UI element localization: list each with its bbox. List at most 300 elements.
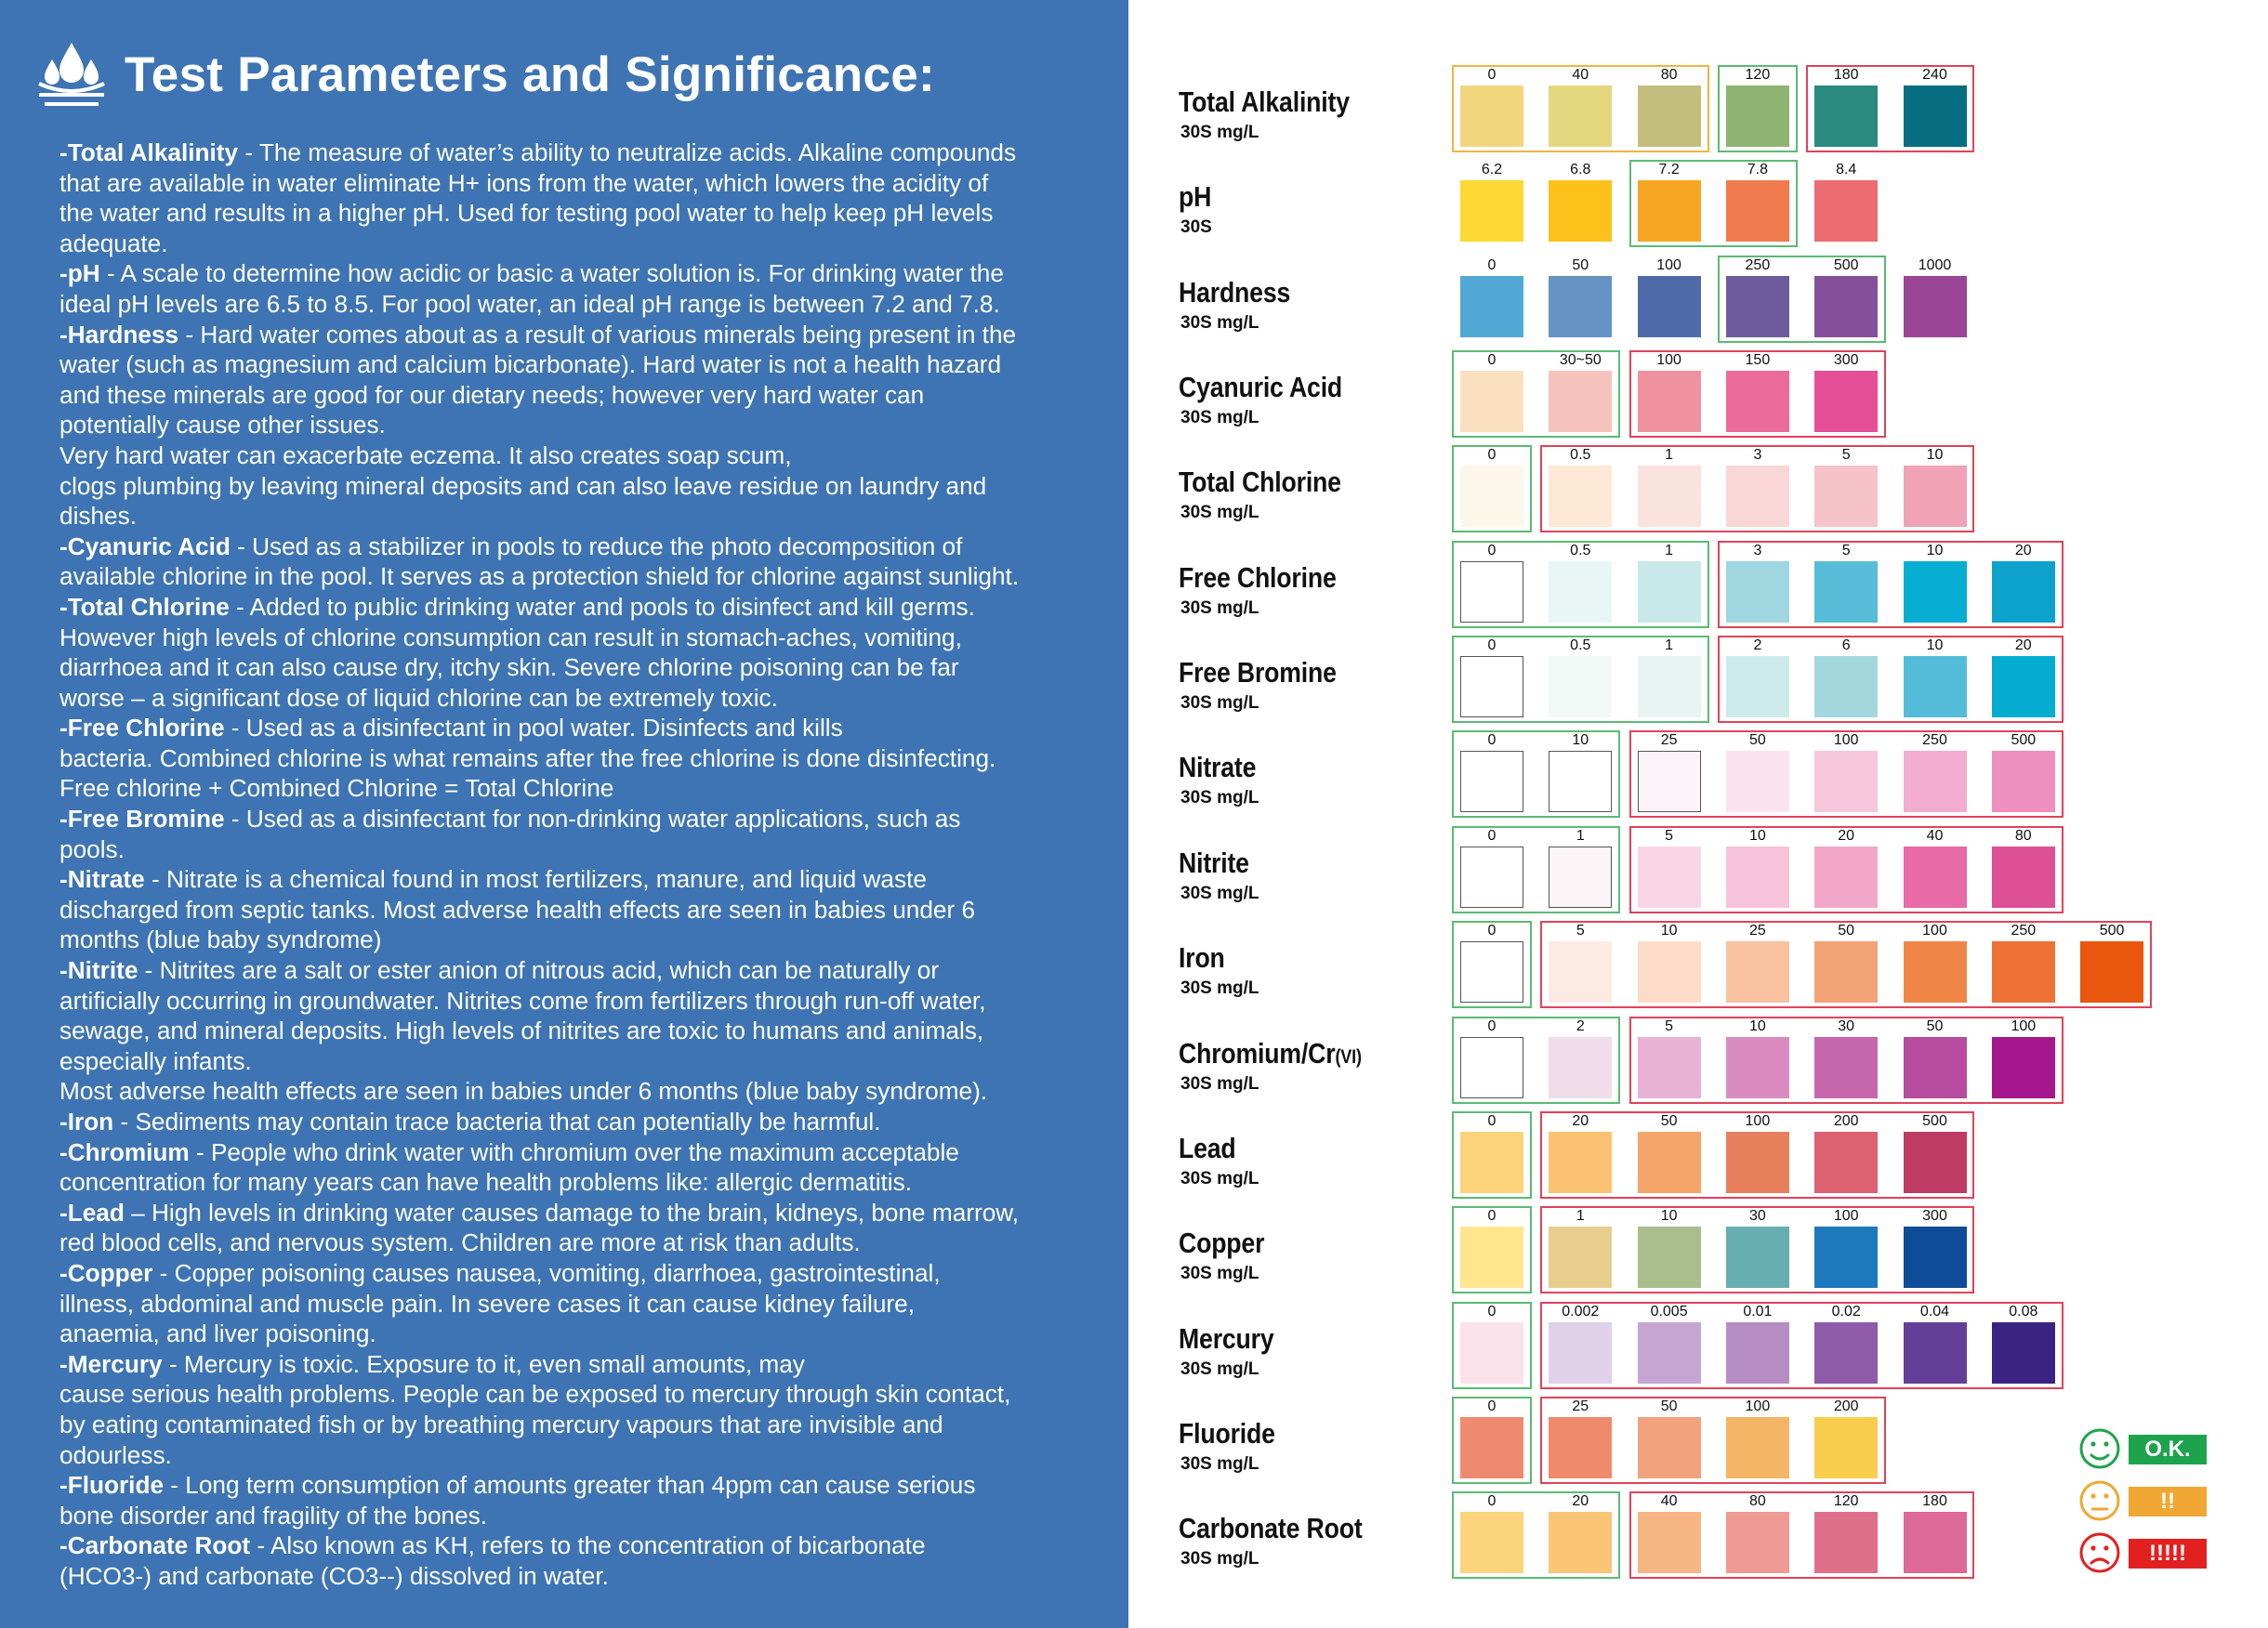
color-swatch [1904,1132,1967,1193]
description-sentence: - Sediments may contain trace bacteria that can potentially be harmful. [113,1108,881,1136]
color-swatch [1904,561,1967,623]
parameter-name [1179,1322,1274,1356]
description-line [59,258,1082,289]
smile-face-icon [2078,1427,2121,1470]
description-line [59,895,1082,926]
color-swatch [1549,1417,1612,1478]
color-swatch [1726,1132,1789,1193]
description-line [59,1107,1082,1137]
parameter-term: -Total Chlorine [59,592,230,621]
description-sentence: concentration for many years can have health problems like: allergic dermatitis. [59,1168,912,1197]
color-swatch [1814,941,1878,1003]
description-line [59,1501,1082,1531]
swatch-value-label: 50 [1838,923,1855,939]
description-line [59,955,1082,986]
swatch-value-label: 100 [1922,923,1947,939]
color-swatch [1460,1132,1523,1193]
parameter-unit: 30S [1180,217,1212,238]
color-swatch [1814,1512,1878,1573]
description-sentence: - People who drink water with chromium over the maximum acceptable [189,1137,959,1166]
description-line [59,773,1082,804]
description-line [59,1046,1082,1077]
swatch-value-label: 100 [1745,1112,1771,1129]
color-swatch [1460,466,1523,527]
parameter-name-text: Free Chlorine [1179,560,1337,594]
color-swatch [1726,1037,1789,1098]
description-line [59,1016,1082,1046]
description-line [59,349,1082,380]
swatch-value-label: 0.002 [1562,1303,1600,1319]
color-swatch [1460,180,1523,242]
description-sentence: artificially occurring in groundwater. Nitrites come from fertilizers through run-off water, [59,986,986,1015]
color-swatch [1549,656,1612,717]
swatch-value-label: 25 [1748,923,1766,939]
swatch-value-label: 0.01 [1743,1303,1773,1319]
color-swatch [1460,751,1523,812]
swatch-value-label: 250 [1922,732,1947,749]
parameter-unit: 30S mg/L [1180,1073,1259,1094]
description-line [59,138,1082,168]
description-sentence: diarrhoea and it can also cause dry, itchy skin. Severe chlorine poisoning can be far [59,653,959,682]
swatch-value-label: 10 [1926,542,1944,558]
parameter-name [1179,751,1256,784]
parameter-name-text: Hardness [1179,275,1291,309]
swatch-value-label: 0.005 [1650,1303,1688,1319]
color-swatch [1726,180,1789,242]
description-line [59,1258,1082,1289]
parameter-term: -Mercury [59,1349,163,1378]
parameter-name [1179,1037,1362,1070]
swatch-value-label: 10 [1748,827,1766,844]
color-swatch [1549,466,1612,527]
parameter-row [1128,63,2268,152]
swatch-value-label: 0 [1487,827,1497,844]
neutral-face-icon [2078,1479,2121,1522]
color-swatch [1814,656,1878,717]
parameter-unit: 30S mg/L [1180,312,1259,333]
description-line [59,713,1082,743]
description-line [59,804,1082,834]
description-sentence: that are available in water eliminate H+ ions from the water, which lowers the acidity of [59,168,989,197]
parameter-name-text: Free Bromine [1179,656,1337,689]
parameter-term: -Iron [59,1108,114,1136]
color-swatch [1460,85,1523,147]
color-swatch [1460,1417,1523,1478]
parameter-term: -Lead [59,1198,125,1227]
parameter-row [1128,1015,2268,1104]
color-swatch [1638,1132,1701,1193]
swatch-value-label: 0 [1487,923,1497,939]
swatch-value-label: 10 [1748,1018,1766,1034]
swatch-value-label: 10 [1660,923,1678,939]
description-sentence: - Added to public drinking water and pools to disinfect and kill germs. [229,592,975,621]
description-line [59,410,1082,440]
swatch-value-label: 1 [1576,1208,1585,1225]
swatch-value-label: 20 [1572,1493,1589,1510]
description-line [59,1319,1082,1349]
parameter-name-text: Mercury [1179,1321,1274,1355]
swatch-value-label: 1 [1665,637,1674,654]
description-line [59,743,1082,774]
color-swatch [1460,941,1523,1003]
description-sentence: pools. [59,834,125,863]
swatch-value-label: 0.04 [1919,1303,1950,1319]
swatch-value-label: 80 [2014,827,2032,844]
legend-item [2078,1531,2227,1574]
color-swatch [1726,1227,1789,1288]
description-sentence: water (such as magnesium and calcium bicarbonate). Hard water is not a health hazard [59,350,1002,379]
color-swatch [1638,1227,1701,1288]
color-swatch [1814,180,1878,242]
description-sentence: - Used as a disinfectant for non-drinking water applications, such as [224,805,961,834]
color-swatch [1726,276,1789,337]
parameter-unit: 30S mg/L [1180,1549,1259,1569]
swatch-value-label: 80 [1660,67,1678,83]
color-swatch [1904,1512,1967,1573]
description-line [59,1076,1082,1107]
description-line [59,1470,1082,1501]
swatch-value-label: 250 [1745,256,1771,273]
legend-label: !! [2129,1487,2207,1516]
color-swatch [1726,656,1789,717]
parameter-name-text: Fluoride [1179,1416,1275,1450]
description-sentence: – High levels in drinking water causes damage to the brain, kidneys, bone marrow, [124,1198,1020,1227]
color-swatch [1549,1512,1612,1573]
color-swatch [1992,941,2055,1003]
parameter-name-text: Nitrite [1179,846,1249,879]
swatch-value-label: 6.2 [1481,162,1503,178]
color-swatch [1814,847,1878,908]
description-line [59,623,1082,653]
parameter-term: -Chromium [59,1137,190,1166]
swatch-value-label: 5 [1576,923,1585,939]
description-sentence: illness, abdominal and muscle pain. In severe cases it can cause kidney failure, [59,1289,915,1318]
color-swatch [1638,751,1701,812]
swatch-value-label: 20 [2014,542,2032,558]
parameter-row [1128,443,2268,532]
swatch-value-label: 2 [1753,637,1762,654]
swatch-value-label: 100 [1833,1208,1859,1225]
description-text [59,138,1082,1592]
color-swatch [1549,85,1612,147]
color-swatch [1992,751,2055,812]
color-swatch [1638,85,1701,147]
parameter-row [1128,919,2268,1008]
swatch-value-label: 40 [1660,1493,1678,1510]
description-line [59,1167,1082,1198]
swatch-value-label: 20 [1572,1112,1589,1129]
color-swatch [1814,1132,1878,1193]
description-line [59,834,1082,865]
color-swatch [1904,751,1967,812]
parameter-unit: 30S mg/L [1180,1168,1259,1188]
description-sentence: available chlorine in the pool. It serves as a protection shield for chlorine against sunlight. [59,562,1020,591]
description-sentence: red blood cells, and nervous system. Children are more at risk than adults. [59,1228,861,1257]
description-line [59,1379,1082,1410]
swatch-value-label: 7.8 [1747,162,1769,178]
description-sentence: adequate. [59,229,168,257]
color-swatch [1814,1322,1878,1384]
description-sentence: - Used as a stabilizer in pools to reduce the photo decomposition of [230,532,963,560]
description-sentence: cause serious health problems. People can be exposed to mercury through skin contact, [59,1380,1011,1409]
description-sentence: the water and results in a higher pH. Used for testing pool water to help keep pH levels [59,199,994,228]
swatch-value-label: 3 [1753,542,1762,558]
description-line [59,1228,1082,1258]
swatch-value-label: 0 [1487,352,1497,369]
swatch-value-label: 80 [1748,1493,1766,1510]
color-swatch [1814,751,1878,812]
swatch-value-label: 150 [1745,352,1771,369]
swatch-value-label: 0 [1487,732,1497,749]
parameter-name-suffix: (VI) [1335,1045,1362,1068]
swatch-value-label: 500 [1833,256,1859,273]
parameter-term: -Nitrate [59,865,145,894]
parameter-row [1128,634,2268,723]
swatch-value-label: 500 [1922,1112,1947,1129]
color-swatch [1904,1322,1967,1384]
swatch-value-label: 180 [1922,1493,1947,1510]
color-swatch [1726,847,1789,908]
color-swatch [1726,1322,1789,1384]
color-swatch [1814,1417,1878,1478]
color-swatch [1638,466,1701,527]
description-line [59,652,1082,683]
page-title: Test Parameters and Significance: [125,46,935,102]
parameter-name-text: Total Alkalinity [1179,85,1350,118]
swatch-value-label: 0 [1487,1398,1497,1414]
color-swatch [1814,1037,1878,1098]
parameter-term: -Carbonate Root [59,1531,251,1560]
swatch-value-label: 500 [2011,732,2037,749]
color-swatch [2080,941,2143,1003]
color-swatch [1814,1227,1878,1288]
parameter-unit: 30S mg/L [1180,123,1259,142]
parameter-unit: 30S mg/L [1180,1264,1259,1284]
color-swatch [1638,1512,1701,1573]
color-swatch [1460,371,1523,432]
color-swatch [1549,847,1612,908]
description-line [59,925,1082,955]
color-swatch [1638,561,1701,623]
color-swatch [1992,1322,2055,1384]
parameter-unit: 30S mg/L [1180,1359,1259,1379]
color-swatch [1904,85,1967,147]
swatch-value-label: 10 [1926,637,1944,654]
description-panel [0,0,1128,1628]
description-sentence: - A scale to determine how acidic or basic a water solution is. For drinking water the [99,259,1004,288]
swatch-value-label: 100 [1656,352,1681,369]
parameter-name [1179,276,1290,309]
description-sentence: ideal pH levels are 6.5 to 8.5. For pool water, an ideal pH range is between 7.2 and 7.8. [59,289,1000,318]
parameter-name [1179,1132,1236,1165]
color-swatch [1549,1132,1612,1193]
description-sentence: - Long term consumption of amounts greater than 4ppm can cause serious [164,1471,976,1500]
swatch-value-label: 1 [1665,447,1674,464]
color-swatch [1549,1037,1612,1098]
parameter-row [1128,348,2268,438]
color-swatch [1638,1417,1701,1478]
swatch-value-label: 300 [1922,1208,1947,1225]
color-swatch [1904,847,1967,908]
parameter-term: -Fluoride [59,1471,165,1500]
color-swatch [1726,1417,1789,1478]
swatch-value-label: 8.4 [1836,162,1857,178]
parameter-row [1128,1300,2268,1389]
color-swatch [1992,656,2055,717]
description-sentence: discharged from septic tanks. Most adverse health effects are seen in babies under 6 [59,895,976,924]
swatch-value-label: 0 [1487,637,1497,654]
description-line [59,1530,1082,1561]
parameter-name [1179,1227,1264,1260]
description-sentence: months (blue baby syndrome) [59,926,382,954]
swatch-value-label: 180 [1833,67,1859,83]
description-sentence: Very hard water can exacerbate eczema. It also creates soap scum, [59,440,792,469]
swatch-value-label: 10 [1926,447,1944,464]
swatch-value-label: 0.08 [2009,1303,2038,1319]
swatch-value-label: 50 [1748,732,1766,749]
swatch-value-label: 0 [1487,1018,1497,1034]
parameter-term: -Copper [59,1258,153,1287]
swatch-value-label: 120 [1833,1493,1859,1510]
color-swatch [1814,85,1878,147]
swatch-value-label: 120 [1745,67,1771,83]
swatch-value-label: 5 [1665,827,1674,844]
color-swatch [1549,371,1612,432]
color-swatch [1638,371,1701,432]
swatch-value-label: 0 [1487,542,1497,558]
color-swatch [1460,847,1523,908]
swatch-value-label: 0 [1487,1493,1497,1510]
description-line [59,1137,1082,1168]
parameter-term: -Hardness [59,320,179,348]
parameter-term: -Free Bromine [59,805,225,834]
description-line [59,561,1082,592]
description-sentence: - Also known as KH, refers to the concentration of bicarbonate [250,1531,926,1560]
legend-label: O.K. [2129,1435,2207,1464]
swatch-value-label: 50 [1660,1112,1678,1129]
color-swatch [1992,561,2055,623]
legend-item [2078,1479,2227,1522]
color-swatch [1549,276,1612,337]
swatch-value-label: 6.8 [1570,162,1591,178]
swatch-value-label: 5 [1841,542,1851,558]
color-swatch [1549,180,1612,242]
parameter-term: -Free Chlorine [59,714,225,742]
color-swatch [1638,1322,1701,1384]
description-sentence: dishes. [59,502,137,531]
description-line [59,471,1082,502]
parameter-name-text: Total Chlorine [1179,466,1341,499]
color-swatch [1638,1037,1701,1098]
parameter-row [1128,824,2268,913]
description-sentence: - The measure of water’s ability to neutralize acids. Alkaline compounds [238,138,1017,166]
description-line [59,380,1082,411]
description-line [59,986,1082,1017]
swatch-value-label: 25 [1660,732,1678,749]
parameter-name-text: Copper [1179,1227,1265,1260]
color-swatch [1460,276,1523,337]
description-sentence: especially infants. [59,1046,252,1075]
color-swatch [1726,85,1789,147]
swatch-value-label: 200 [1833,1112,1859,1129]
description-sentence: - Used as a disinfectant in pool water. Disinfects and kills [224,714,843,742]
description-sentence: (HCO3-) and carbonate (CO3--) dissolved in water. [59,1561,609,1590]
parameter-unit: 30S mg/L [1180,978,1259,999]
swatch-value-label: 100 [1745,1398,1771,1414]
legend [2078,1427,2227,1576]
color-swatch [1460,561,1523,623]
description-sentence: Most adverse health effects are seen in babies under 6 months (blue baby syndrome). [59,1077,988,1106]
swatch-value-label: 200 [1833,1398,1859,1414]
swatch-value-label: 100 [1656,256,1681,273]
parameter-unit: 30S mg/L [1180,1453,1259,1474]
parameter-name [1179,85,1350,119]
swatch-value-label: 0 [1487,256,1497,273]
swatch-value-label: 20 [1838,827,1855,844]
description-sentence: However high levels of chlorine consumption can result in stomach-aches, vomiting, [59,623,962,651]
parameter-name-text: Lead [1179,1131,1236,1164]
color-swatch [1726,561,1789,623]
description-line [59,501,1082,532]
swatch-value-label: 0.5 [1570,637,1591,654]
frown-face-icon [2078,1531,2121,1574]
color-swatch [1726,371,1789,432]
color-swatch [1460,1322,1523,1384]
parameter-name [1179,1512,1363,1545]
swatch-value-label: 0 [1487,1208,1497,1225]
parameter-unit: 30S mg/L [1180,408,1259,428]
water-drops-icon [32,37,112,112]
color-swatch [1726,466,1789,527]
color-swatch [1904,656,1967,717]
description-line [59,289,1082,320]
swatch-value-label: 25 [1572,1398,1589,1414]
description-line [59,532,1082,562]
color-swatch [1460,656,1523,717]
parameter-row [1128,254,2268,343]
legend-label: !!!!! [2129,1539,2207,1569]
color-swatch [1814,276,1878,337]
color-swatch [1726,941,1789,1003]
description-sentence: - Mercury is toxic. Exposure to it, even small amounts, may [162,1349,805,1378]
color-chart [1128,0,2268,1628]
color-swatch [1726,1512,1789,1573]
color-swatch [1904,466,1967,527]
parameter-name-text: Nitrate [1179,751,1257,784]
color-swatch [1992,1037,2055,1098]
color-swatch [1638,847,1701,908]
description-line [59,1410,1082,1440]
description-sentence: - Hard water comes about as a result of various minerals being present in the [178,320,1017,348]
description-sentence: potentially cause other issues. [59,411,386,440]
swatch-value-label: 10 [1660,1208,1678,1225]
description-line [59,592,1082,623]
color-swatch [1992,847,2055,908]
color-swatch [1638,180,1701,242]
swatch-value-label: 300 [1833,352,1859,369]
swatch-value-label: 50 [1572,256,1589,273]
parameter-name-text: Carbonate Root [1179,1512,1363,1545]
swatch-value-label: 0 [1487,1112,1497,1129]
legend-item [2078,1427,2227,1470]
parameter-term: -Cyanuric Acid [59,532,231,560]
description-line [59,1198,1082,1228]
swatch-value-label: 0 [1487,447,1497,464]
description-sentence: odourless. [59,1440,172,1469]
color-swatch [1460,1037,1523,1098]
swatch-value-label: 20 [2014,637,2032,654]
parameter-term: -pH [59,259,100,288]
